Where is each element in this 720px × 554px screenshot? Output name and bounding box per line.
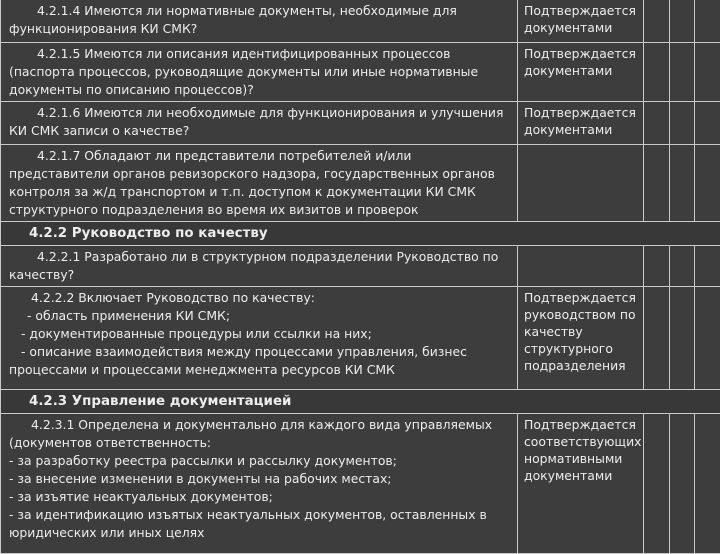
empty-cell — [644, 43, 670, 102]
question-cell: 4.2.1.7 Обладают ли представители потребителей и/или представители органов ревизорского надзора, государственных органов контроля за ж/д транспортом и т.п. доступом к документации КИ СМК структурного подразделения во время их визитов и проверок — [1, 145, 518, 222]
section-title: 4.2.2 Руководство по качеству — [1, 222, 720, 246]
status-cell: Подтверждается документами — [518, 102, 644, 145]
empty-cell — [695, 145, 720, 222]
empty-cell — [644, 102, 670, 145]
question-cell: 4.2.1.4 Имеются ли нормативные документы, необходимые для функционирования КИ СМК? — [1, 0, 518, 43]
empty-cell — [670, 43, 695, 102]
empty-cell — [670, 246, 695, 287]
status-cell: Подтверждается руководством по качеству структурного подразделения — [518, 287, 644, 390]
empty-cell — [695, 287, 720, 390]
status-cell: Подтверждается документами — [518, 0, 644, 43]
status-cell: Подтверждается соответствующих нормативными документами — [518, 414, 644, 554]
question-cell: 4.2.1.6 Имеются ли необходимые для функционирования и улучшения КИ СМК записи о качестве? — [1, 102, 518, 145]
empty-cell — [644, 246, 670, 287]
question-cell: 4.2.3.1 Определена и документально для каждого вида управляемых (документов ответственность: - за разработку реестра рассылки и рассылку документов; - за внесение изменении в документы на рабочих местах; - за изъятие неактуальных документов; - за идентификацию изъятых неактуальных документов, оставленных в юридических или иных целях — [1, 414, 518, 554]
status-cell — [518, 145, 644, 222]
empty-cell — [670, 145, 695, 222]
question-cell: 4.2.2.1 Разработано ли в структурном подразделении Руководство по качеству? — [1, 246, 518, 287]
table-row — [1, 0, 720, 43]
section-title: 4.2.3 Управление документацией — [1, 390, 720, 414]
table-row — [1, 287, 720, 390]
table-row — [1, 102, 720, 145]
status-cell — [518, 246, 644, 287]
table-row — [1, 414, 720, 554]
empty-cell — [644, 145, 670, 222]
table-row — [1, 246, 720, 287]
empty-cell — [670, 102, 695, 145]
empty-cell — [670, 414, 695, 554]
empty-cell — [695, 0, 720, 43]
table-row — [1, 145, 720, 222]
empty-cell — [695, 43, 720, 102]
question-cell: 4.2.1.5 Имеются ли описания идентифицированных процессов (паспорта процессов, руководящие документы или иные нормативные документы по описанию процессов)? — [1, 43, 518, 102]
empty-cell — [644, 0, 670, 43]
question-cell: 4.2.2.2 Включает Руководство по качеству: - область применения КИ СМК; - документированные процедуры или ссылки на них; - описание взаимодействия между процессами управления, бизнес процессами и процессами менеджмента ресурсов КИ СМК — [1, 287, 518, 390]
empty-cell — [695, 246, 720, 287]
empty-cell — [670, 287, 695, 390]
empty-cell — [695, 414, 720, 554]
section-header-row — [1, 222, 720, 246]
empty-cell — [644, 414, 670, 554]
empty-cell — [644, 287, 670, 390]
section-header-row — [1, 390, 720, 414]
empty-cell — [695, 102, 720, 145]
status-cell: Подтверждается документами — [518, 43, 644, 102]
empty-cell — [670, 0, 695, 43]
table-row — [1, 43, 720, 102]
